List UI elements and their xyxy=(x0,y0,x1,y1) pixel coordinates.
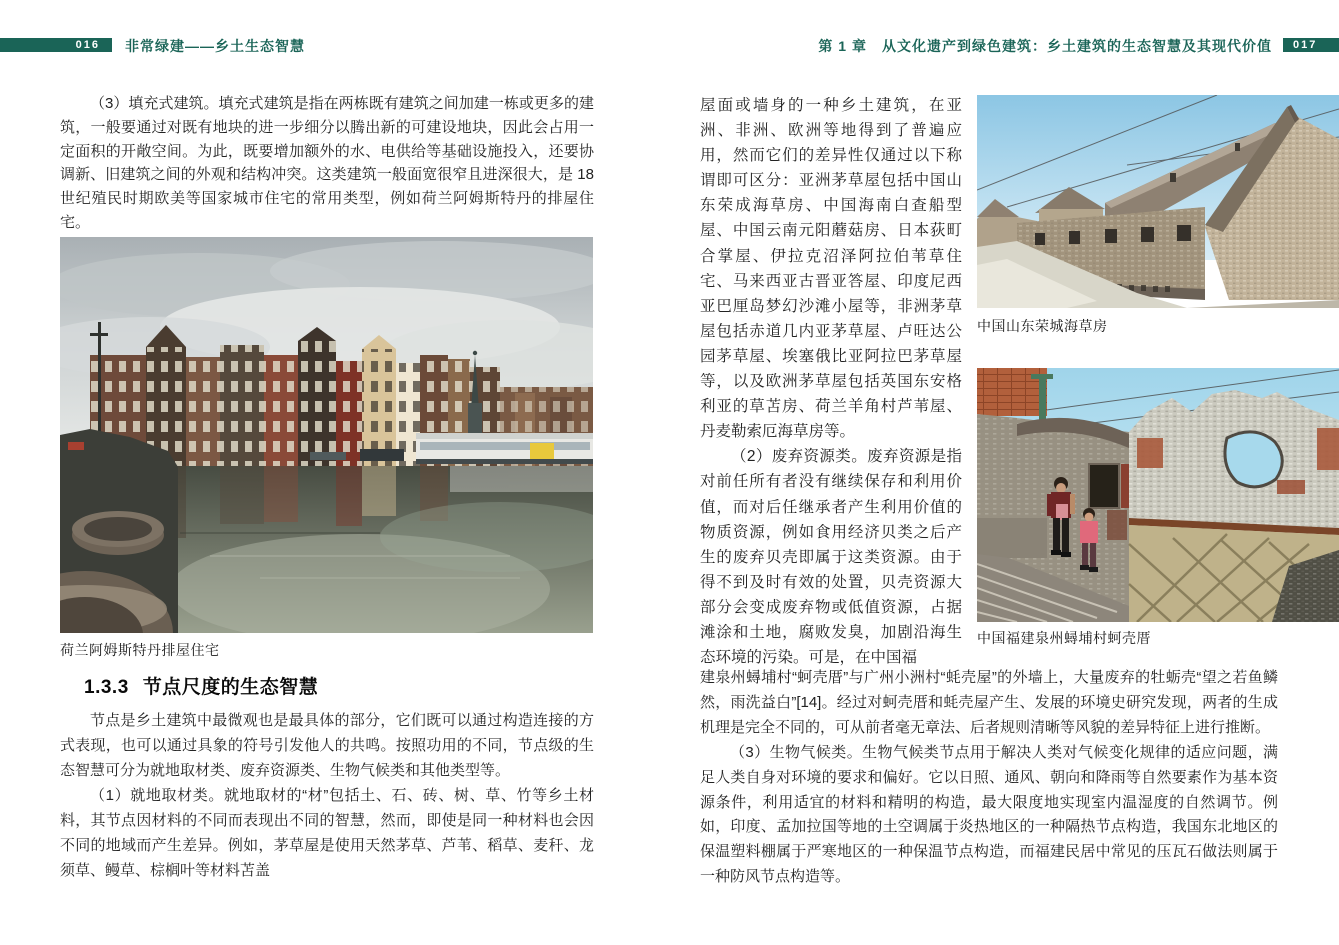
seaweed-house-illustration xyxy=(977,95,1339,308)
page-number-right: 017 xyxy=(1283,38,1339,52)
photo-seaweed-house xyxy=(977,95,1339,308)
right-column-text xyxy=(700,93,962,670)
para-waste-resources-continued: 建泉州蟳埔村“蚵壳厝”与广州小洲村“蚝壳屋”的外墙上，大量废弃的牡蛎壳“望之若鱼鳞然，雨洗益白”[14]。经过对蚵壳厝和蚝壳屋产生、发展的环境史研究发现，两者的生成机理是完全不同的，可从前者毫无章法、后者规则清晰等风貌的差异特征上进行推断。 xyxy=(700,669,1278,736)
section-title: 节点尺度的生态智慧 xyxy=(142,677,319,698)
caption-oyster-shell-house: 中国福建泉州蟳埔村蚵壳厝 xyxy=(977,630,1151,646)
photo-amsterdam-canal-houses xyxy=(60,237,593,633)
para-waste-resources: （2）废弃资源类。废弃资源是指对前任所有者没有继续保存和利用价值，而对后任继承者产生利用价值的物质资源，例如食用经济贝类之后产生的废弃贝壳即属于这类资源。由于得不到及时有效的处置，贝壳资源大部分会变成废弃物或低值资源，占据滩涂和土地，腐败发臭，加剧沿海生态环境的污染。可是，在中国福 xyxy=(700,448,962,667)
running-title-right: 第 1 章 从文化遗产到绿色建筑：乡土建筑的生态智慧及其现代价值 xyxy=(818,38,1272,54)
running-title-left: 非常绿建——乡土生态智慧 xyxy=(125,38,305,54)
photo-oyster-shell-house xyxy=(977,368,1339,622)
granite-base-wall xyxy=(1129,525,1339,622)
caption-seaweed-house: 中国山东荣城海草房 xyxy=(977,318,1108,334)
left-page-bottom-text xyxy=(60,708,594,883)
page-number-left: 016 xyxy=(0,38,112,52)
para-node-scale-intro: 节点是乡土建筑中最微观也是最具体的部分，它们既可以通过构造连接的方式表现，也可以通过具象的符号引发他人的共鸣。按照功用的不同，节点级的生态智慧可分为就地取材类、废弃资源类、生物气候类和其他类型等。 xyxy=(60,712,594,779)
para-infill-text: （3）填充式建筑。填充式建筑是指在两栋既有建筑之间加建一栋或更多的建筑，一般要通过对既有地块的进一步细分以腾出新的可建设地块，因此会占用一定面积的开敞空间。为此，既要增加额外的水、电供给等基础设施投入，还要协调新、旧建筑之间的外观和结构冲突。这类建筑一般面宽很窄且进深很大，是 18 世纪殖民时期欧美等国家城市住宅的常用类型，例如荷兰阿姆斯特丹的排屋住宅。 xyxy=(60,95,594,231)
para-infill-building xyxy=(60,92,594,235)
caption-amsterdam: 荷兰阿姆斯特丹排屋住宅 xyxy=(60,642,220,658)
section-heading-1-3-3 xyxy=(84,672,318,699)
oyster-shell-wall xyxy=(1129,390,1339,536)
para-thatch-types: 屋面或墙身的一种乡土建筑，在亚洲、非洲、欧洲等地得到了普遍应用，然而它们的差异性仅通过以下称谓即可区分：亚洲茅草屋包括中国山东荣成海草房、中国海南白查船型屋、中国云南元阳蘑菇房、日本荻町合掌屋、伊拉克沼泽阿拉伯苇草住宅、马来西亚古晋亚答屋、印度尼西亚巴厘岛梦幻沙滩小屋等，非洲茅草屋包括赤道几内亚茅草屋、卢旺达公园茅草屋、埃塞俄比亚阿拉巴茅草屋等，以及欧洲茅草屋包括英国东安格利亚的草苫房、荷兰羊角村芦苇屋、丹麦勒索厄海草房等。 xyxy=(700,97,962,441)
right-page-bottom-text xyxy=(700,666,1278,890)
para-bioclimatic: （3）生物气候类。生物气候类节点用于解决人类对气候变化规律的适应问题，满足人类自身对环境的要求和偏好。它以日照、通风、朝向和降雨等自然要素作为基本资源条件，利用适宜的材料和精明的构造，最大限度地实现室内温湿度的自然调节。例如，印度、孟加拉国等地的土空调属于炎热地区的一种隔热节点构造，我国东北地区的保温塑料棚属于严寒地区的一种保温节点构造，而福建民居中常见的压瓦石做法则属于一种防风节点构造等。 xyxy=(700,743,1278,886)
para-local-materials: （1）就地取材类。就地取材的“材”包括土、石、砖、树、草、竹等乡土材料，其节点因材料的不同而表现出不同的智慧，然而，即使是同一种材料也会因不同的地域而产生差异。例如，茅草屋是使用天然茅草、芦苇、稻草、麦秆、龙须草、鳗草、棕榈叶等材料苫盖 xyxy=(60,787,594,879)
section-number: 1.3.3 xyxy=(84,677,129,698)
oyster-shell-wall-illustration xyxy=(977,368,1339,622)
amsterdam-canal-illustration xyxy=(60,237,593,633)
